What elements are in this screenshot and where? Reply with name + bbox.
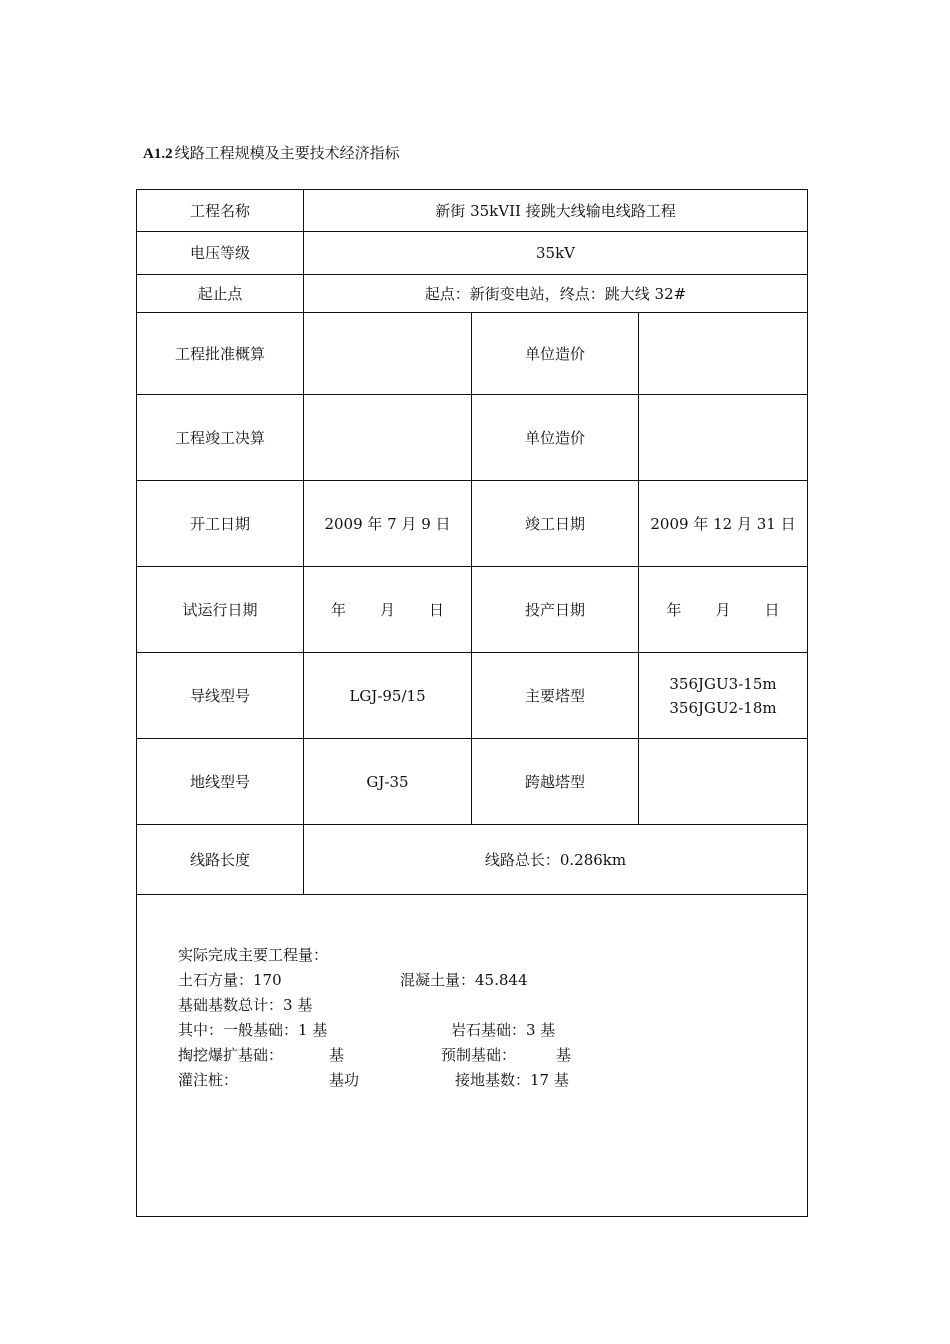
commission-label: 投产日期 [472,567,639,653]
unit-cost-value [639,395,808,481]
crossing-tower-label: 跨越塔型 [472,739,639,825]
section-code: A1.2 [143,146,173,162]
table-row [137,481,808,567]
approved-budget-label: 工程批准概算 [137,313,304,395]
quantities-summary [137,895,807,1093]
voltage-value: 35kV [304,232,808,275]
table-row [137,190,808,232]
cast-pile-label: 灌注桩： [178,1071,239,1089]
precast-foundation-unit: 基 [556,1046,572,1064]
completion-date-value: 2009 年 12 月 31 日 [639,481,808,567]
table-row [137,567,808,653]
conductor-label: 导线型号 [137,653,304,739]
conductor-value: LGJ-95/15 [304,653,472,739]
table-row [137,825,808,895]
earthwork-quantity: 土石方量：170 [178,971,282,989]
ground-wire-value: GJ-35 [304,739,472,825]
commission-day: 日 [764,600,780,619]
quantities-title: 实际完成主要工程量： [178,946,329,964]
foundation-total: 基础基数总计：3 基 [178,996,313,1014]
rock-foundation: 岩石基础：3 基 [451,1021,556,1039]
table-row [137,313,808,395]
table-row [137,739,808,825]
grounding-count: 接地基数：17 基 [455,1071,569,1089]
section-heading [143,143,400,164]
endpoints-value: 起点：新街变电站，终点：跳大线 32# [304,275,808,313]
project-name-label: 工程名称 [137,190,304,232]
main-tower-value [639,653,808,739]
commission-year: 年 [666,600,682,619]
start-date-value: 2009 年 7 月 9 日 [304,481,472,567]
project-name-value: 新街 35kVII 接跳大线输电线路工程 [304,190,808,232]
cast-pile-unit: 基功 [329,1071,360,1089]
section-title: 线路工程规模及主要技术经济指标 [174,144,400,162]
voltage-label: 电压等级 [137,232,304,275]
final-accounts-label: 工程竣工决算 [137,395,304,481]
table-row [137,653,808,739]
ground-wire-label: 地线型号 [137,739,304,825]
commission-month: 月 [715,600,731,619]
general-foundation: 其中：一般基础：1 基 [178,1021,328,1039]
crossing-tower-value [639,739,808,825]
completion-date-label: 竣工日期 [472,481,639,567]
trial-run-month: 月 [379,600,395,619]
commission-date [639,567,808,653]
precast-foundation-label: 预制基础： [441,1046,517,1064]
table-row [137,232,808,275]
trial-run-label: 试运行日期 [137,567,304,653]
unit-cost-value [639,313,808,395]
excavated-foundation-label: 掏挖爆扩基础： [178,1046,284,1064]
approved-budget-value [304,313,472,395]
table-row [137,275,808,313]
unit-cost-label: 单位造价 [472,395,639,481]
trial-run-day: 日 [429,600,445,619]
main-tower-label: 主要塔型 [472,653,639,739]
main-tower-type-2: 356JGU2-18m [669,698,777,717]
start-date-label: 开工日期 [137,481,304,567]
endpoints-label: 起止点 [137,275,304,313]
concrete-quantity: 混凝土量：45.844 [400,971,528,989]
trial-run-date [304,567,472,653]
table-row [137,895,808,1217]
project-indicators-table [136,189,808,1217]
line-length-label: 线路长度 [137,825,304,895]
line-length-value: 线路总长：0.286km [304,825,808,895]
excavated-foundation-unit: 基 [329,1046,345,1064]
unit-cost-label: 单位造价 [472,313,639,395]
table-row [137,395,808,481]
quantities-cell [137,895,808,1217]
main-tower-type-1: 356JGU3-15m [669,674,777,693]
trial-run-year: 年 [330,600,346,619]
final-accounts-value [304,395,472,481]
